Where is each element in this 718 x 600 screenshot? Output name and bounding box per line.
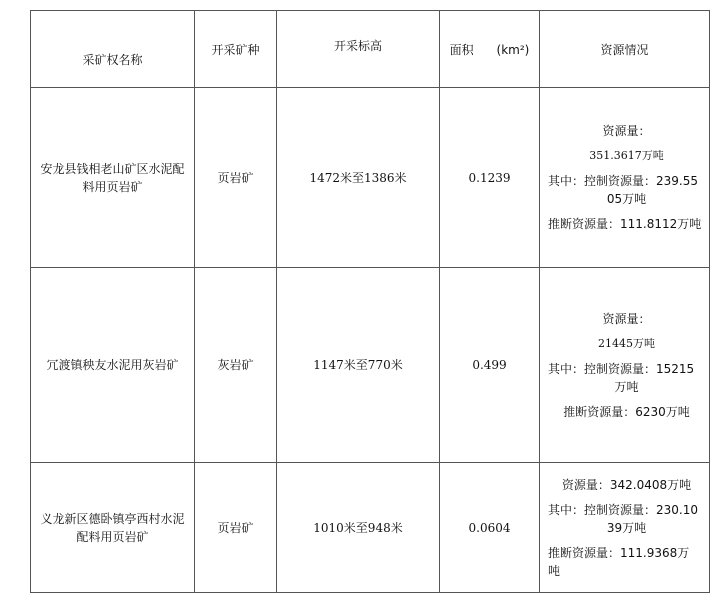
resource-line: 吨 — [548, 563, 561, 578]
row-mineral: 页岩矿 — [195, 88, 277, 268]
row-resources — [540, 268, 710, 463]
table-row — [31, 463, 710, 593]
row-name — [31, 268, 195, 463]
resource-line: 万吨 — [614, 379, 639, 394]
resource-line: 其中：控制资源量：15215 — [548, 361, 695, 376]
row-area: 0.499 — [440, 268, 540, 463]
resource-line: 21445万吨 — [598, 336, 655, 350]
row-mineral: 页岩矿 — [195, 463, 277, 593]
header-mineral: 开采矿种 — [195, 11, 277, 88]
row-resources — [540, 463, 710, 593]
header-name: 采矿权名称 — [31, 11, 195, 88]
table-row — [31, 88, 710, 268]
resource-line: 其中：控制资源量：239.55 — [548, 174, 698, 188]
row-name-line: 安龙县钱相老山矿区水泥配 — [40, 161, 185, 176]
resource-line: 推断资源量：111.9368万 — [548, 545, 690, 560]
resource-line: 05万吨 — [606, 192, 647, 206]
mining-rights-table — [30, 10, 710, 593]
row-resources — [540, 88, 710, 268]
resource-line: 资源量： — [602, 311, 651, 326]
resource-line: 39万吨 — [606, 520, 647, 535]
resource-line: 351.3617万吨 — [589, 149, 664, 162]
resource-line: 推断资源量：6230万吨 — [563, 404, 690, 419]
row-mineral: 灰岩矿 — [195, 268, 277, 463]
resource-line: 其中：控制资源量：230.10 — [548, 502, 698, 517]
resource-line: 资源量： — [602, 124, 651, 138]
table-row — [31, 268, 710, 463]
row-name-line: 料用页岩矿 — [82, 179, 143, 194]
row-area: 0.0604 — [440, 463, 540, 593]
header-area: 面积 (km²) — [440, 11, 540, 88]
row-elevation: 1472米至1386米 — [277, 88, 440, 268]
row-elevation: 1010米至948米 — [277, 463, 440, 593]
row-name — [31, 88, 195, 268]
resource-line: 资源量：342.0408万吨 — [561, 477, 692, 492]
row-elevation: 1147米至770米 — [277, 268, 440, 463]
header-elevation: 开采标高 — [277, 11, 440, 88]
header-resources: 资源情况 — [540, 11, 710, 88]
row-area: 0.1239 — [440, 88, 540, 268]
row-name-line: 配料用页岩矿 — [76, 529, 149, 544]
table-header-row — [31, 11, 710, 88]
row-name-line: 冗渡镇秧友水泥用灰岩矿 — [46, 358, 179, 372]
row-name-line: 义龙新区德卧镇亭西村水泥 — [40, 511, 185, 526]
row-name — [31, 463, 195, 593]
resource-line: 推断资源量：111.8112万吨 — [548, 217, 702, 231]
